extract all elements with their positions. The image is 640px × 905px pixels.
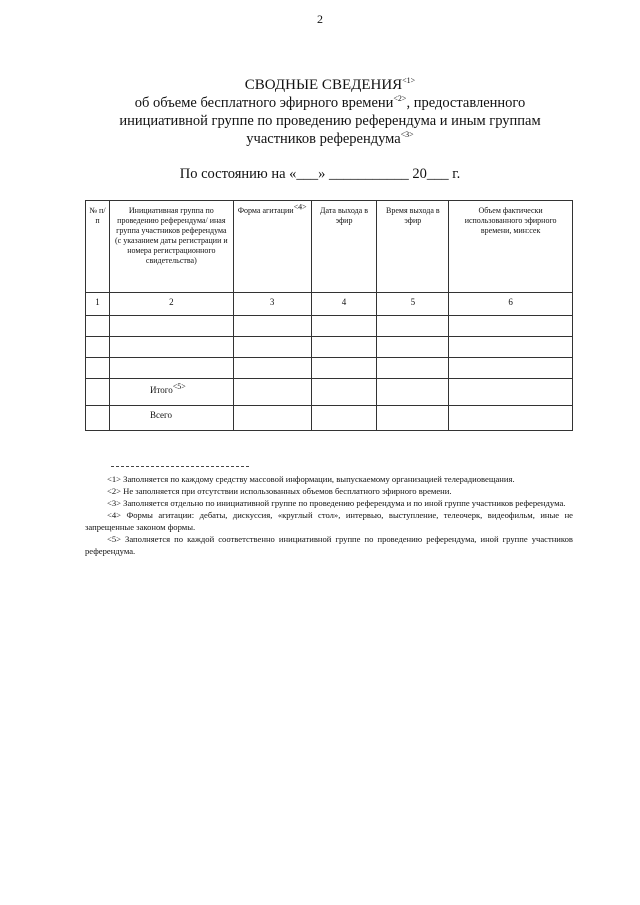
column-number: 5 bbox=[377, 293, 449, 316]
header-date: Дата выхода в эфир bbox=[311, 201, 377, 293]
title-line-3: инициативной группе по проведению референдума и иным группам bbox=[119, 113, 541, 129]
footnote-5: <5> Заполняется по каждой соответственно инициативной группе по проведению референдума, иной группе участников референдума. bbox=[85, 534, 573, 556]
title-footnote-ref-1: <1> bbox=[402, 76, 416, 85]
column-number: 3 bbox=[233, 293, 311, 316]
table-cell bbox=[311, 316, 377, 337]
header-time: Время выхода в эфир bbox=[377, 201, 449, 293]
column-number: 6 bbox=[449, 293, 573, 316]
header-form: Форма агитации$^{<4>}$ bbox=[233, 201, 311, 293]
title-line-2: об объеме бесплатного эфирного времени$^{<2>}$, предоставленного bbox=[134, 94, 526, 111]
vsego-label: Всего bbox=[109, 406, 233, 431]
column-number: 4 bbox=[311, 293, 377, 316]
column-number: 2 bbox=[109, 293, 233, 316]
table-cell bbox=[311, 358, 377, 379]
table-cell bbox=[377, 337, 449, 358]
column-number: 1 bbox=[86, 293, 110, 316]
footnote-2: <2> Не заполняется при отсутствии использованных объемов бесплатного эфирного времени. bbox=[107, 486, 452, 496]
title-line-4: участников референдума$^{<3>}$ bbox=[246, 130, 414, 147]
footnote-3: <3> Заполняется отдельно по инициативной группе по проведению референдума и по иной группе участников референдума. bbox=[107, 498, 566, 508]
table-cell bbox=[86, 337, 110, 358]
table-cell bbox=[449, 406, 573, 431]
table-cell bbox=[311, 337, 377, 358]
table-row bbox=[86, 337, 573, 358]
header-group: Инициативная группа по проведению референдума/ иная группа участников референдума (с указанием даты регистрации и номера регистрационного свидетельства) bbox=[109, 201, 233, 293]
title-footnote-ref-2: <2> bbox=[393, 94, 407, 104]
table-cell bbox=[86, 316, 110, 337]
document-title bbox=[60, 76, 600, 148]
state-date-line: По состоянию на «___» ___________ 20___ г. bbox=[179, 166, 461, 182]
table-cell bbox=[377, 358, 449, 379]
table-cell bbox=[377, 379, 449, 406]
header-num: № п/п bbox=[86, 201, 110, 293]
itogo-label: Итого$^{<5>}$ bbox=[109, 379, 233, 406]
table-cell bbox=[109, 358, 233, 379]
table-header-row bbox=[86, 201, 573, 293]
itogo-row bbox=[86, 379, 573, 406]
table-cell bbox=[86, 406, 110, 431]
vsego-row bbox=[86, 406, 573, 431]
header-form-footnote-ref: <4> bbox=[293, 202, 307, 212]
table-cell bbox=[86, 379, 110, 406]
table-row bbox=[86, 358, 573, 379]
table-cell bbox=[449, 316, 573, 337]
table-cell bbox=[109, 316, 233, 337]
column-numbers-row bbox=[86, 293, 573, 316]
footnotes bbox=[85, 466, 573, 557]
table-cell bbox=[233, 379, 311, 406]
table-cell bbox=[377, 406, 449, 431]
table-cell bbox=[233, 406, 311, 431]
footnote-divider bbox=[111, 466, 249, 467]
header-volume: Объем фактически использованного эфирного времени, мин:сек bbox=[449, 201, 573, 293]
table-cell bbox=[233, 316, 311, 337]
table-cell bbox=[109, 337, 233, 358]
footnote-1: <1> Заполняется по каждому средству массовой информации, выпускаемому организацией телерадиовещания. bbox=[107, 474, 515, 484]
footnote-4: <4> Формы агитации: дебаты, дискуссия, «круглый стол», интервью, выступление, телеочерк, видеофильм, иные не запрещенные законом формы. bbox=[85, 510, 573, 532]
table-row bbox=[86, 316, 573, 337]
page-number: 2 bbox=[317, 12, 323, 26]
table-cell bbox=[311, 406, 377, 431]
table-cell bbox=[377, 316, 449, 337]
table-cell bbox=[233, 337, 311, 358]
itogo-footnote-ref: <5> bbox=[172, 382, 186, 391]
table-cell bbox=[233, 358, 311, 379]
table-cell bbox=[86, 358, 110, 379]
title-footnote-ref-3: <3> bbox=[400, 130, 414, 140]
table-cell bbox=[311, 379, 377, 406]
title-line-1: СВОДНЫЕ $СВЕДЕНИЯ^{<1>}$ bbox=[244, 76, 416, 93]
summary-table bbox=[85, 200, 573, 431]
table-cell bbox=[449, 358, 573, 379]
table-cell bbox=[449, 379, 573, 406]
table-cell bbox=[449, 337, 573, 358]
